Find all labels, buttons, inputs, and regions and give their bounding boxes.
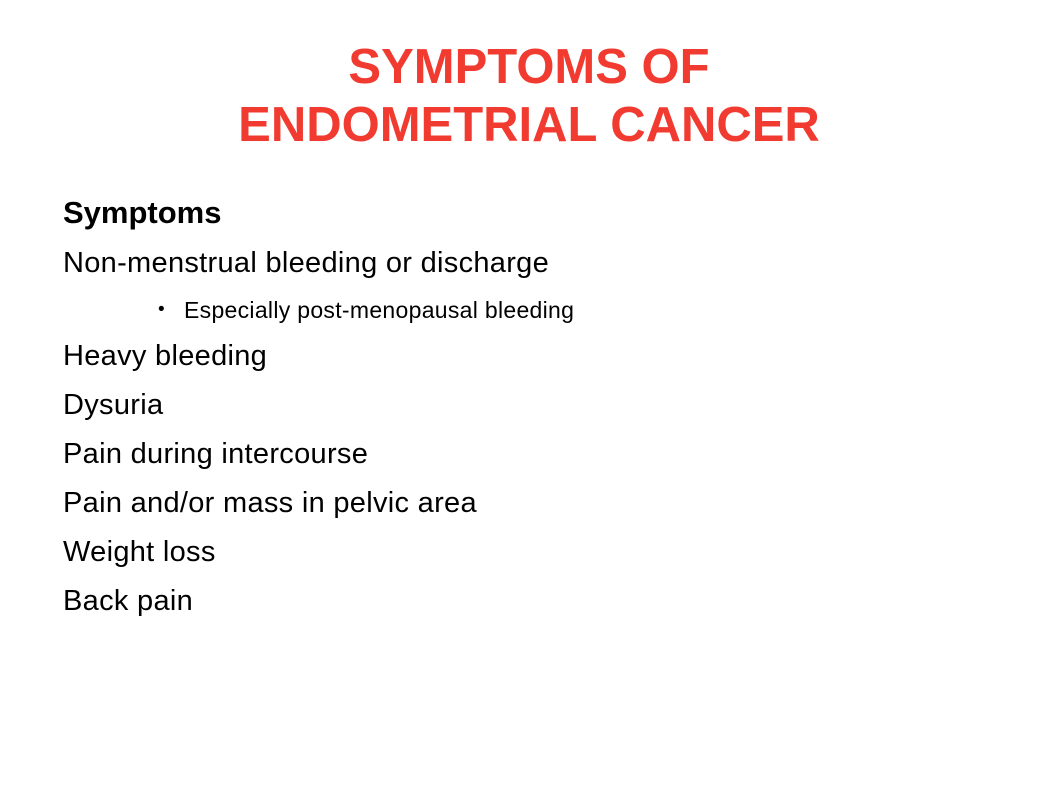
- symptom-item-weight-loss: Weight loss: [63, 536, 216, 568]
- title-line-2: ENDOMETRIAL CANCER: [238, 98, 820, 152]
- symptom-item-dysuria: Dysuria: [63, 389, 164, 421]
- symptom-item-pelvic-mass: Pain and/or mass in pelvic area: [63, 487, 477, 519]
- title-line-1: SYMPTOMS OF: [348, 40, 710, 94]
- section-heading: Symptoms: [63, 195, 222, 230]
- bullet-icon: •: [158, 299, 165, 320]
- symptom-item-bleeding-discharge: Non-menstrual bleeding or discharge: [63, 247, 550, 279]
- symptom-item-heavy-bleeding: Heavy bleeding: [63, 340, 268, 372]
- symptom-item-back-pain: Back pain: [63, 585, 194, 617]
- slide-body: [63, 189, 1023, 626]
- subitem-text: Especially post-menopausal bleeding: [184, 297, 575, 323]
- symptom-subitem: [63, 288, 1023, 332]
- symptom-item-pain-intercourse: Pain during intercourse: [63, 438, 369, 470]
- slide-title: [0, 38, 1058, 154]
